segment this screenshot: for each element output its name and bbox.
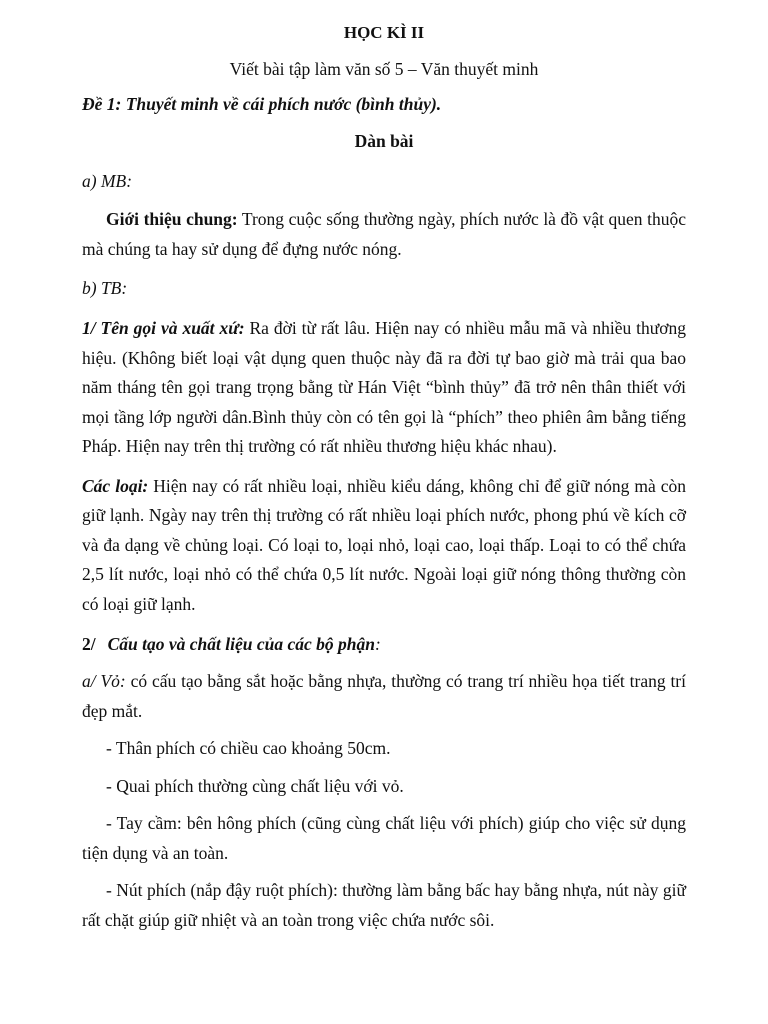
page-title: HỌC KÌ II bbox=[343, 23, 425, 42]
assignment-subtitle: Viết bài tập làm văn số 5 – Văn thuyết minh bbox=[229, 59, 539, 79]
section-mb-label: a) MB: bbox=[82, 171, 133, 191]
bullet-item: - Tay cầm: bên hông phích (cũng cùng chất liệu với phích) giúp cho việc sử dụng tiện dụng và an toàn. bbox=[82, 813, 686, 863]
bullet-item: - Nút phích (nắp đậy ruột phích): thường làm bằng bấc hay bằng nhựa, nút này giữ rất chặt giúp giữ nhiệt và an toàn trong việc chứa nước sôi. bbox=[82, 880, 686, 930]
structure-heading bbox=[82, 631, 686, 657]
types-lead: Các loại: bbox=[82, 475, 149, 496]
structure-colon: : bbox=[375, 634, 381, 654]
bullet-item: - Quai phích thường cùng chất liệu với vỏ. bbox=[106, 775, 404, 796]
name-origin-lead: 1/ Tên gọi và xuất xứ: bbox=[82, 318, 245, 338]
outline-heading: Dàn bài bbox=[354, 131, 414, 151]
name-origin-text: Ra đời từ rất lâu. Hiện nay có nhiều mẫu mã và nhiều thương hiệu. (Không biết loại vật dụng quen thuộc này đã ra đời tự bao giờ mà trải qua bao năm tháng tên gọi trang trọng bằng từ Hán Việt “bình thủy” đã trở nên thân thiết với mọi tầng lớp người dân.Bình thủy còn có tên gọi là “phích” theo phiên âm bằng tiếng Pháp. Hiện nay trên thị trường có rất nhiều thương hiệu khác nhau). bbox=[82, 318, 686, 456]
types-text: Hiện nay có rất nhiều loại, nhiều kiểu dáng, không chỉ để giữ nóng mà còn giữ lạnh. Ngày nay trên thị trường có rất nhiều loại phích nước, phong phú về kích cỡ và đa dạng về chủng loại. Có loại to, loại nhỏ, loại cao, loại thấp. Loại to có thể chứa 2,5 lít nước, loại nhỏ có thể chứa 0,5 lít nước. Ngoài loại giữ nóng thông thường còn có loại giữ lạnh. bbox=[82, 475, 687, 614]
shell-paragraph bbox=[82, 667, 686, 726]
intro-text: Trong cuộc sống thường ngày, phích nước là đồ vật quen thuộc mà chúng ta hay sử dụng để đựng nước nóng. bbox=[82, 209, 686, 259]
name-origin-paragraph bbox=[82, 314, 686, 462]
shell-text: có cấu tạo bằng sắt hoặc bằng nhựa, thường có trang trí nhiều họa tiết trang trí đẹp mắt. bbox=[82, 671, 686, 721]
shell-lead: a/ Vỏ: bbox=[82, 671, 126, 691]
structure-title: Cấu tạo và chất liệu của các bộ phận bbox=[107, 634, 375, 654]
topic-heading: Đề 1: Thuyết minh về cái phích nước (bình thủy). bbox=[82, 94, 442, 114]
intro-lead: Giới thiệu chung: bbox=[106, 209, 238, 229]
section-tb-label: b) TB: bbox=[82, 278, 128, 298]
structure-number: 2/ bbox=[82, 634, 96, 654]
types-paragraph bbox=[82, 472, 686, 620]
bullet-item: - Thân phích có chiều cao khoảng 50cm. bbox=[106, 738, 391, 758]
intro-paragraph bbox=[82, 205, 686, 264]
